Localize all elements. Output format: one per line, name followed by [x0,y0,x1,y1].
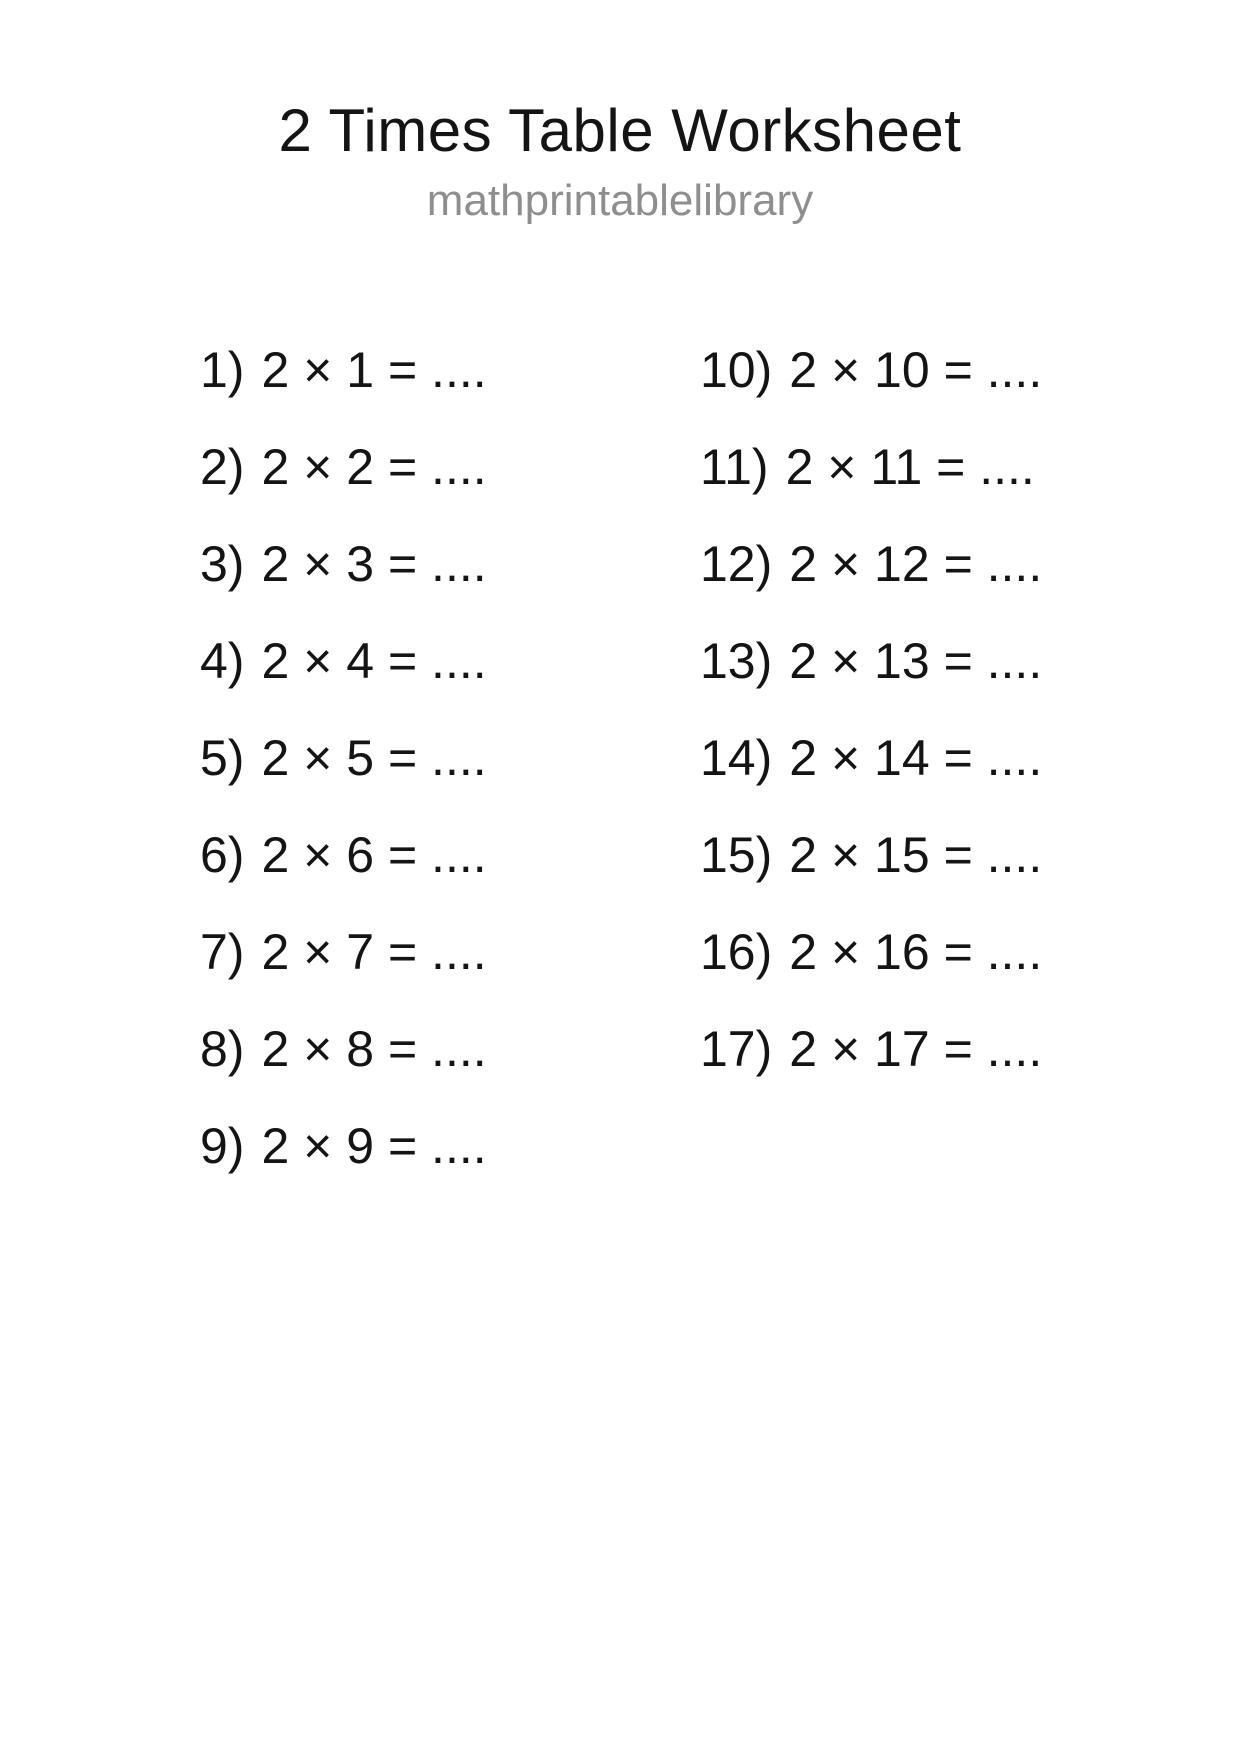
problem-expression: 2 × 4 = .... [261,632,487,689]
problems-column-right [700,340,1200,1213]
problem-row [700,728,1200,788]
problem-number: 2) [200,438,245,495]
problem-expression: 2 × 1 = .... [261,341,487,398]
problem-row [700,534,1200,594]
problem-row [700,1019,1200,1079]
problem-expression: 2 × 3 = .... [261,535,487,592]
problem-row [700,340,1200,400]
problems-column-left [200,340,700,1213]
problem-expression: 2 × 14 = .... [789,729,1043,786]
problem-row [700,437,1200,497]
worksheet-title: 2 Times Table Worksheet [278,97,962,164]
problem-number: 12) [700,535,773,592]
problem-row [200,728,700,788]
problem-number: 17) [700,1020,773,1077]
worksheet-subtitle: mathprintablelibrary [426,176,814,225]
problem-row [200,340,700,400]
problem-row [200,1116,700,1176]
problem-expression: 2 × 2 = .... [261,438,487,495]
problem-row [200,825,700,885]
problem-row [200,1019,700,1079]
problem-number: 5) [200,729,245,786]
problem-expression: 2 × 13 = .... [789,632,1043,689]
problem-number: 8) [200,1020,245,1077]
problem-row [200,922,700,982]
problem-row [700,922,1200,982]
problem-number: 1) [200,341,245,398]
problem-expression: 2 × 10 = .... [789,341,1043,398]
problem-expression: 2 × 15 = .... [789,826,1043,883]
problem-expression: 2 × 5 = .... [261,729,487,786]
problem-expression: 2 × 17 = .... [789,1020,1043,1077]
problem-number: 11) [700,438,769,495]
problem-expression: 2 × 9 = .... [261,1117,487,1174]
problem-row [700,825,1200,885]
problem-row [200,631,700,691]
problem-expression: 2 × 8 = .... [261,1020,487,1077]
problem-number: 7) [200,923,245,980]
problem-expression: 2 × 11 = .... [785,438,1035,495]
problem-expression: 2 × 12 = .... [789,535,1043,592]
problem-number: 9) [200,1117,245,1174]
problem-row [700,631,1200,691]
problem-number: 14) [700,729,773,786]
problem-expression: 2 × 16 = .... [789,923,1043,980]
problem-number: 16) [700,923,773,980]
problem-row [200,534,700,594]
problem-number: 10) [700,341,773,398]
problem-number: 13) [700,632,773,689]
problem-number: 15) [700,826,773,883]
problems-grid [0,340,1240,1213]
problem-number: 6) [200,826,245,883]
problem-expression: 2 × 6 = .... [261,826,487,883]
problem-number: 4) [200,632,245,689]
problem-row [200,437,700,497]
problem-number: 3) [200,535,245,592]
problem-expression: 2 × 7 = .... [261,923,487,980]
